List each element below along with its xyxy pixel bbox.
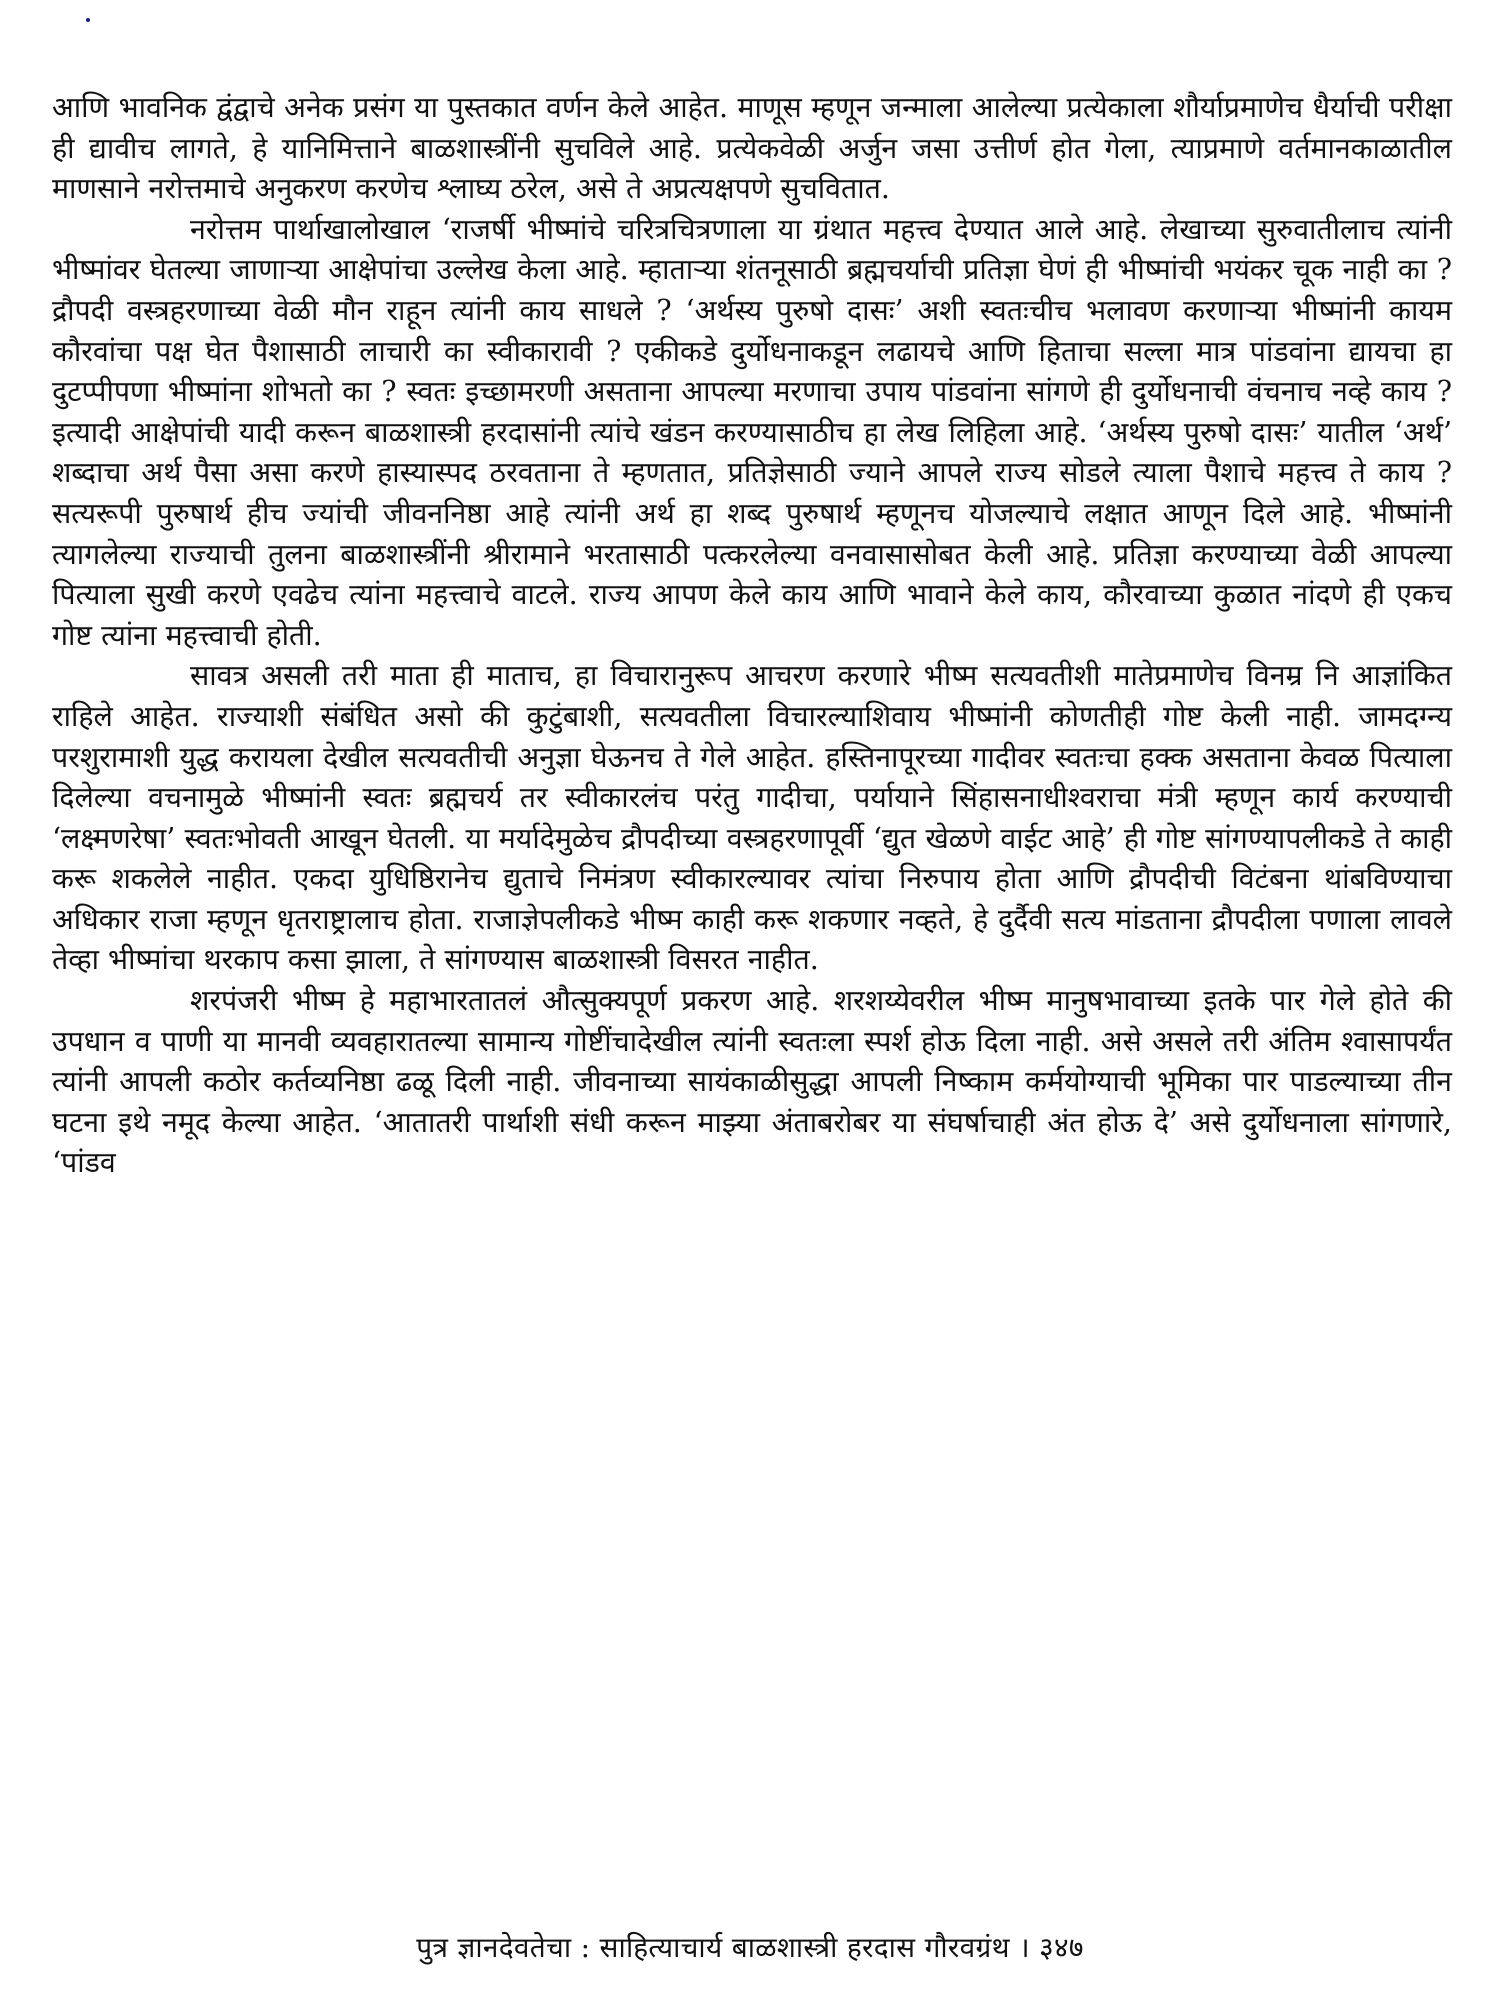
page-footer: पुत्र ज्ञानदेवतेचा : साहित्याचार्य बाळशास्त्री हरदास गौरवग्रंथ । ३४७ — [416, 1931, 1084, 1964]
paragraph-2: नरोत्तम पार्थाखालोखाल ‘राजर्षी भीष्मांचे चरित्रचित्रणाला या ग्रंथात महत्त्व देण्यात आले आहे. लेखाच्या सुरुवातीलाच त्यांनी भीष्मांवर घेतल्या जाणाऱ्या आक्षेपांचा उल्लेख केला आहे. म्हाताऱ्या शंतनूसाठी ब्रह्मचर्याची प्रतिज्ञा घेणं ही भीष्मांची भयंकर चूक नाही का ? द्रौपदी वस्त्रहरणाच्या वेळी मौन राहून त्यांनी काय साधले ? ‘अर्थस्य पुरुषो दासः’ अशी स्वतःचीच भलावण करणाऱ्या भीष्मांनी कायम कौरवांचा पक्ष घेत पैशासाठी लाचारी का स्वीकारावी ? एकीकडे दुर्योधनाकडून लढायचे आणि हिताचा सल्ला मात्र पांडवांना द्यायचा हा दुटप्पीपणा भीष्मांना शोभतो का ? स्वतः इच्छामरणी असताना आपल्या मरणाचा उपाय पांडवांना सांगणे ही दुर्योधनाची वंचनाच नव्हे काय ? इत्यादी आक्षेपांची यादी करून बाळशास्त्री हरदासांनी त्यांचे खंडन करण्यासाठीच हा लेख लिहिला आहे. ‘अर्थस्य पुरुषो दासः’ यातील ‘अर्थ’ शब्दाचा अर्थ पैसा असा करणे हास्यास्पद ठरवताना ते म्हणतात, प्रतिज्ञेसाठी ज्याने आपले राज्य सोडले त्याला पैशाचे महत्त्व ते काय ? सत्यरूपी पुरुषार्थ हीच ज्यांची जीवननिष्ठा आहे त्यांनी अर्थ हा शब्द पुरुषार्थ म्हणूनच योजल्याचे लक्षात आणून दिले आहे. भीष्मांनी त्यागलेल्या राज्याची तुलना बाळशास्त्रींनी श्रीरामाने भरतासाठी पत्करलेल्या वनवासासोबत केली आहे. प्रतिज्ञा करण्याच्या वेळी आपल्या पित्याला सुखी करणे एवढेच त्यांना महत्त्वाचे वाटले. राज्य आपण केले काय आणि भावाने केले काय, कौरवाच्या कुळात नांदणे ही एकच गोष्ट त्यांना महत्त्वाची होती. — [52, 212, 1452, 652]
paragraph-3: सावत्र असली तरी माता ही माताच, हा विचारानुरूप आचरण करणारे भीष्म सत्यवतीशी मातेप्रमाणेच विनम्र नि आज्ञांकित राहिले आहेत. राज्याशी संबंधित असो की कुटुंबाशी, सत्यवतीला विचारल्याशिवाय भीष्मांनी कोणतीही गोष्ट केली नाही. जामदग्न्य परशुरामाशी युद्ध करायला देखील सत्यवतीची अनुज्ञा घेऊनच ते गेले आहेत. हस्तिनापूरच्या गादीवर स्वतःचा हक्क असताना केवळ पित्याला दिलेल्या वचनामुळे भीष्मांनी स्वतः ब्रह्मचर्य तर स्वीकारलंच परंतु गादीचा, पर्यायाने सिंहासनाधीश्वराचा मंत्री म्हणून कार्य करण्याची ‘लक्ष्मणरेषा’ स्वतःभोवती आखून घेतली. या मर्यादेमुळेच द्रौपदीच्या वस्त्रहरणापूर्वी ‘द्युत खेळणे वाईट आहे’ ही गोष्ट सांगण्यापलीकडे ते काही करू शकलेले नाहीत. एकदा युधिष्ठिरानेच द्युताचे निमंत्रण स्वीकारल्यावर त्यांचा निरुपाय होता आणि द्रौपदीची विटंबना थांबविण्याचा अधिकार राजा म्हणून धृतराष्ट्रालाच होता. राजाज्ञेपलीकडे भीष्म काही करू शकणार नव्हते, हे दुर्दैवी सत्य मांडताना द्रौपदीला पणाला लावले तेव्हा भीष्मांचा थरकाप कसा झाला, ते सांगण्यास बाळशास्त्री विसरत नाहीत. — [52, 659, 1452, 977]
body-text — [52, 88, 1452, 1184]
ink-speck — [86, 18, 90, 22]
paragraph-1: आणि भावनिक द्वंद्वाचे अनेक प्रसंग या पुस्तकात वर्णन केले आहेत. माणूस म्हणून जन्माला आलेल्या प्रत्येकाला शौर्याप्रमाणेच धैर्याची परीक्षा ही द्यावीच लागते, हे यानिमित्ताने बाळशास्त्रींनी सुचविले आहे. प्रत्येकवेळी अर्जुन जसा उत्तीर्ण होत गेला, त्याप्रमाणे वर्तमानकाळातील माणसाने नरोत्तमाचे अनुकरण करणेच श्लाघ्य ठरेल, असे ते अप्रत्यक्षपणे सुचवितात. — [52, 91, 1452, 206]
paragraph-4: शरपंजरी भीष्म हे महाभारतातलं औत्सुक्यपूर्ण प्रकरण आहे. शरशय्येवरील भीष्म मानुषभावाच्या इतके पार गेले होते की उपधान व पाणी या मानवी व्यवहारातल्या सामान्य गोष्टींचादेखील त्यांनी स्वतःला स्पर्श होऊ दिला नाही. असे असले तरी अंतिम श्वासापर्यंत त्यांनी आपली कठोर कर्तव्यनिष्ठा ढळू दिली नाही. जीवनाच्या सायंकाळीसुद्धा आपली निष्काम कर्मयोग्याची भूमिका पार पाडल्याच्या तीन घटना इथे नमूद केल्या आहेत. ‘आतातरी पार्थाशी संधी करून माझ्या अंताबरोबर या संघर्षाचाही अंत होऊ दे’ असे दुर्योधनाला सांगणारे, ‘पांडव — [52, 984, 1452, 1180]
